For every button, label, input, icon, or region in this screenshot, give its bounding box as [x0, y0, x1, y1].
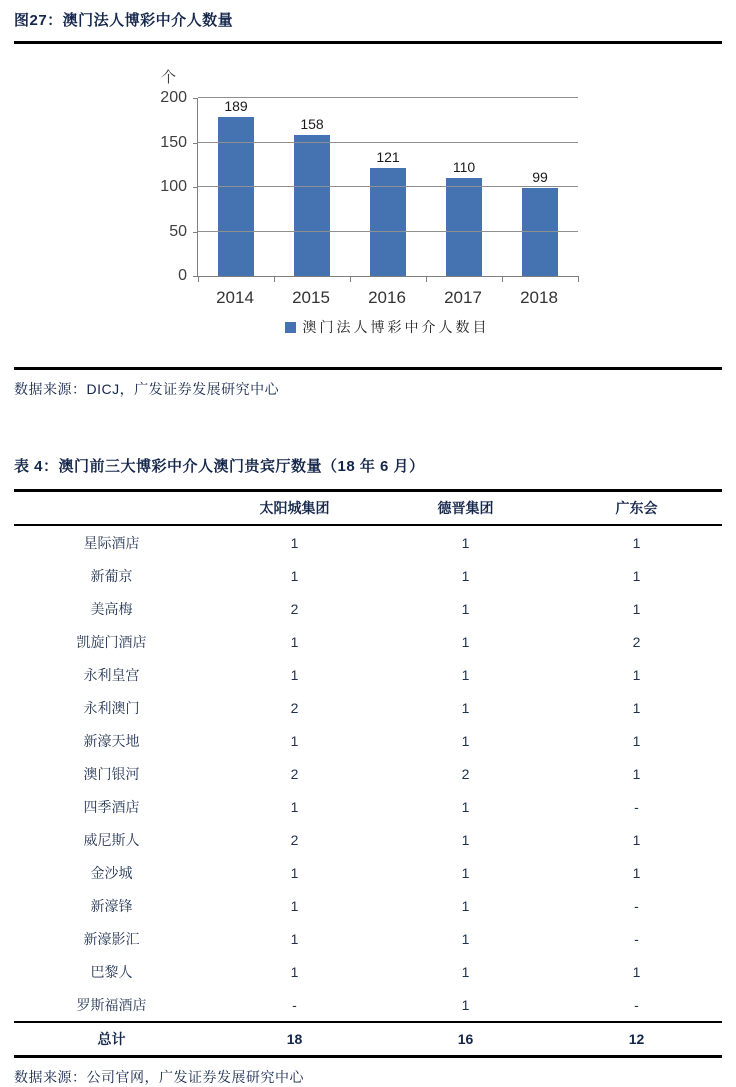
- row-label: 新濠锋: [90, 897, 133, 914]
- row-label: 四季酒店: [83, 798, 140, 815]
- cell-value: 1: [632, 534, 641, 551]
- cell-value: 1: [632, 600, 641, 617]
- table-row: [14, 625, 722, 658]
- bar-slot-2017: [426, 98, 502, 276]
- cell-value: 1: [632, 666, 641, 683]
- row-label: 新葡京: [90, 567, 133, 584]
- cell-value: 1: [290, 930, 299, 947]
- y-axis-unit-label: 个: [161, 69, 177, 86]
- x-tick-label-2015: 2015: [292, 288, 330, 307]
- bar-value-label-2014: 189: [224, 98, 248, 114]
- cell-value: 1: [632, 567, 641, 584]
- cell-value: 2: [632, 633, 641, 650]
- chart-plot-row: [149, 89, 577, 284]
- cell-value: 1: [290, 534, 299, 551]
- y-tick-label-0: 0: [178, 267, 187, 284]
- bar-slot-2014: [198, 98, 274, 276]
- bar-value-label-2018: 99: [532, 168, 548, 185]
- cell-value: 1: [290, 633, 299, 650]
- cell-value: 1: [290, 732, 299, 749]
- bar-chart: [149, 66, 577, 337]
- x-tick-label-2018: 2018: [520, 288, 558, 307]
- row-label: 星际酒店: [83, 534, 140, 551]
- table-source: 数据来源：公司官网，广发证券发展研究中心: [14, 1069, 304, 1085]
- row-label: 美高梅: [90, 600, 133, 617]
- cell-value: -: [634, 996, 639, 1013]
- table-row: [14, 856, 722, 889]
- legend-label: 澳门法人博彩中介人数目: [302, 320, 490, 336]
- y-tick-label-50: 50: [169, 222, 187, 240]
- bar-2016: [370, 168, 406, 276]
- cell-value: -: [634, 897, 639, 914]
- gridline-50: [198, 231, 578, 232]
- y-axis-tick-labels: [149, 89, 197, 284]
- cell-value: 1: [461, 864, 470, 881]
- table-row: [14, 988, 722, 1022]
- figure-top-divider: [14, 41, 722, 44]
- figure-source: 数据来源：DICJ，广发证券发展研究中心: [14, 381, 280, 397]
- x-tick-label-2016: 2016: [368, 288, 406, 307]
- cell-value: 2: [290, 699, 299, 716]
- cell-value: 1: [461, 996, 470, 1013]
- table-row: [14, 889, 722, 922]
- gridline-0: [198, 276, 578, 277]
- gridline-150: [198, 142, 578, 143]
- gridline-200: [198, 97, 578, 98]
- cell-value: 1: [632, 732, 641, 749]
- table-total-row: [14, 1022, 722, 1057]
- x-tick-mark-2: [350, 276, 351, 282]
- column-header-太阳城集团: 太阳城集团: [209, 491, 380, 526]
- column-header-德晋集团: 德晋集团: [380, 491, 551, 526]
- x-tick-mark-3: [426, 276, 427, 282]
- cell-value: 1: [290, 897, 299, 914]
- cell-value: 1: [461, 798, 470, 815]
- x-tick-label-2014: 2014: [216, 288, 254, 307]
- cell-value: 1: [290, 666, 299, 683]
- table-row: [14, 592, 722, 625]
- cell-value: 1: [461, 897, 470, 914]
- table-row: [14, 955, 722, 988]
- cell-value: 1: [461, 963, 470, 980]
- x-tick-mark-5: [578, 276, 579, 282]
- cell-value: 1: [461, 699, 470, 716]
- bar-slot-2016: [350, 98, 426, 276]
- table-row: [14, 757, 722, 790]
- row-label: 永利皇宫: [83, 666, 140, 683]
- x-axis-tick-labels: [197, 288, 577, 308]
- bar-2018: [522, 188, 558, 276]
- y-tick-label-150: 150: [160, 133, 187, 151]
- cell-value: 1: [290, 798, 299, 815]
- figure-title: 图27：澳门法人博彩中介人数量: [14, 12, 234, 29]
- bar-value-label-2017: 110: [452, 159, 476, 176]
- bar-value-label-2015: 158: [300, 116, 324, 133]
- y-tick-label-200: 200: [160, 89, 187, 106]
- cell-value: 2: [461, 765, 470, 782]
- cell-value: -: [634, 798, 639, 815]
- cell-value: 1: [290, 567, 299, 584]
- legend-swatch-icon: [285, 322, 296, 333]
- cell-value: 1: [632, 699, 641, 716]
- cell-value: 1: [461, 930, 470, 947]
- y-tick-label-100: 100: [160, 178, 187, 195]
- row-label: 金沙城: [90, 864, 133, 881]
- bar-value-label-2016: 121: [376, 149, 400, 166]
- y-tick-mark-150: [193, 143, 198, 144]
- table-header-row: [14, 491, 722, 526]
- row-label: 威尼斯人: [83, 831, 140, 848]
- cell-value: 1: [461, 732, 470, 749]
- gridline-100: [198, 186, 578, 187]
- row-label: 巴黎人: [90, 963, 133, 980]
- cell-value: 1: [632, 831, 641, 848]
- y-tick-mark-200: [193, 98, 198, 99]
- chart-legend: [197, 317, 577, 337]
- bar-slot-2015: [274, 98, 350, 276]
- x-tick-mark-1: [274, 276, 275, 282]
- total-value: 16: [380, 1022, 551, 1057]
- table-row: [14, 525, 722, 559]
- x-tick-mark-4: [502, 276, 503, 282]
- figure-bottom-divider: [14, 367, 722, 370]
- cell-value: 1: [461, 600, 470, 617]
- table-row: [14, 691, 722, 724]
- total-value: 12: [551, 1022, 722, 1057]
- row-label: 澳门银河: [83, 765, 140, 782]
- cell-value: 1: [461, 534, 470, 551]
- bar-series: [198, 98, 578, 276]
- row-label: 罗斯福酒店: [76, 996, 147, 1013]
- cell-value: 1: [461, 567, 470, 584]
- table-row: [14, 823, 722, 856]
- cell-value: 2: [290, 600, 299, 617]
- table-row: [14, 559, 722, 592]
- cell-value: 1: [290, 864, 299, 881]
- y-tick-mark-50: [193, 232, 198, 233]
- table-row: [14, 658, 722, 691]
- total-value: 18: [209, 1022, 380, 1057]
- cell-value: 1: [290, 963, 299, 980]
- cell-value: 2: [290, 765, 299, 782]
- x-tick-mark-0: [198, 276, 199, 282]
- bar-slot-2018: [502, 98, 578, 276]
- x-tick-label-2017: 2017: [444, 288, 482, 307]
- cell-value: 1: [632, 765, 641, 782]
- cell-value: 1: [461, 831, 470, 848]
- table-row: [14, 790, 722, 823]
- vip-room-table: [14, 489, 722, 1058]
- cell-value: 1: [461, 633, 470, 650]
- table-row: [14, 724, 722, 757]
- bar-2017: [446, 178, 482, 276]
- cell-value: 1: [632, 864, 641, 881]
- table-row: [14, 922, 722, 955]
- column-header-广东会: 广东会: [551, 491, 722, 526]
- cell-value: 1: [461, 666, 470, 683]
- cell-value: 1: [632, 963, 641, 980]
- total-label: 总计: [14, 1022, 209, 1057]
- row-label: 凯旋门酒店: [76, 633, 147, 650]
- row-label: 永利澳门: [83, 699, 140, 716]
- cell-value: -: [634, 930, 639, 947]
- column-header-rowlabel: [14, 491, 209, 526]
- row-label: 新濠天地: [83, 732, 140, 749]
- cell-value: 2: [290, 831, 299, 848]
- row-label: 新濠影汇: [83, 930, 140, 947]
- chart-plot-area: [197, 98, 578, 276]
- cell-value: -: [292, 996, 297, 1013]
- y-tick-mark-100: [193, 187, 198, 188]
- table-title: 表 4：澳门前三大博彩中介人澳门贵宾厅数量（18 年 6 月）: [14, 458, 425, 475]
- bar-2015: [294, 135, 330, 276]
